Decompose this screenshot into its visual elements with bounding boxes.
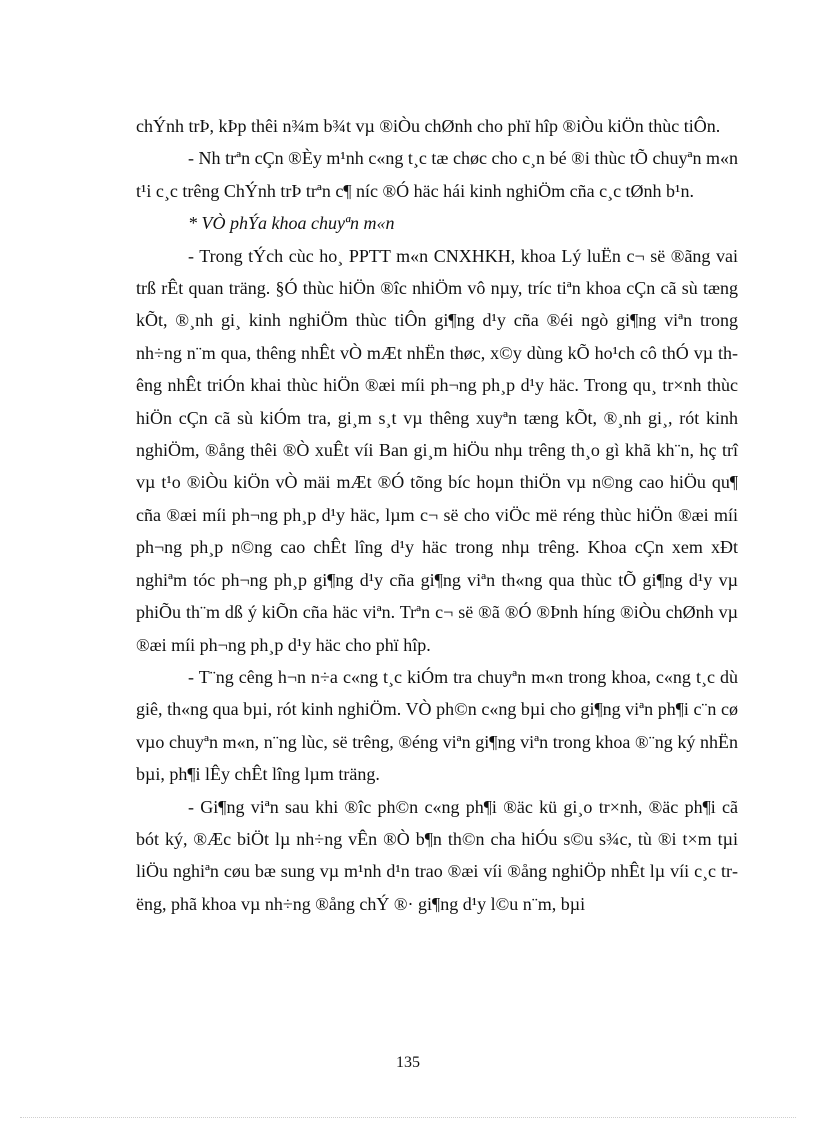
paragraph-continuation: chÝnh trÞ, kÞp thêi n¾m b¾t vµ ®iÒu chØnh cho phï hîp ®iÒu kiÖn thùc tiÔn. (136, 116, 721, 136)
paragraph-field-trip: - Nh trªn cÇn ®Èy m¹nh c«ng t¸c tæ chøc cho c¸n bé ®i thùc tÕ chuyªn m«n t¹i c¸c trêng ChÝnh trÞ trªn c¶ níc ®Ó häc hái kinh nghiÖm cña c¸c tØnh b¹n. (136, 148, 738, 201)
section-heading: * VÒ phÝa khoa chuyªn m«n (188, 213, 395, 234)
paragraph-lecturer-prep: - Gi¶ng viªn sau khi ®îc ph©n c«ng ph¶i ®äc kü gi¸o tr×nh, ®äc ph¶i cã bót ký, ®Æc biÖt lµ nh÷ng vÊn ®Ò b¶n th©n cha hiÓu s©u s¾c, tù ®i t×m tµi liÖu nghiªn cøu bæ sung vµ m¹nh d¹n trao ®æi víi ®ång nghiÖp nhÊt lµ víi c¸c trëng, phã khoa vµ nh÷ng ®ång chÝ ®· gi¶ng d¹y l©u n¨m, bµi (136, 796, 738, 914)
page-number: 135 (396, 1054, 420, 1071)
paragraph-faculty-role: - Trong tÝch cùc ho¸ PPTT m«n CNXHKH, khoa Lý luËn c¬ së ®ãng vai trß rÊt quan träng. §Ó thùc hiÖn ®îc nhiÖm vô nµy, tríc tiªn khoa cÇn cã sù tæng kÕt, ®¸nh gi¸ kinh nghiÖm thùc tiÔn gi¶ng d¹y cña ®éi ngò gi¶ng viªn trong nh÷ng n¨m qua, thêng nhÊt vÒ mÆt nhËn thøc, x©y dùng kÕ ho¹ch cô thÓ vµ thêng nhÊt triÓn khai thùc hiÖn ®æi míi ph¬ng ph¸p d¹y häc. Trong qu¸ tr×nh thùc hiÖn cÇn cã sù kiÓm tra, gi¸m s¸t vµ thêng xuyªn tæng kÕt, ®¸nh gi¸, rót kinh nghiÖm, ®ång thêi ®Ò xuÊt víi Ban gi¸m hiÖu nhµ trêng th¸o gì khã kh¨n, hç trî vµ t¹o ®iÒu kiÖn vÒ mäi mÆt ®Ó tõng bíc hoµn thiÖn vµ n©ng cao hiÖu qu¶ cña ®æi míi ph¬ng ph¸p d¹y häc, lµm c¬ së cho viÖc më réng thùc hiÖn ®æi míi ph¬ng ph¸p n©ng cao chÊt lîng d¹y häc trong nhµ trêng. Khoa cÇn xem xÐt nghiªm tóc ph¬ng ph¸p gi¶ng d¹y cña gi¶ng viªn th«ng qua thùc tÕ gi¶ng d¹y vµ phiÕu th¨m dß ý kiÕn cña häc viªn. Trªn c¬ së ®ã ®Ó ®Þnh híng ®iÒu chØnh vµ ®æi míi ph¬ng ph¸p d¹y häc cho phï hîp. (136, 245, 738, 655)
body-text (136, 110, 738, 920)
paragraph-inspection: - T¨ng cêng h¬n n÷a c«ng t¸c kiÓm tra chuyªn m«n trong khoa, c«ng t¸c dù giê, th«ng qua bµi, rót kinh nghiÖm. VÒ ph©n c«ng bµi cho gi¶ng viªn ph¶i c¨n cø vµo chuyªn m«n, n¨ng lùc, së trêng, ®éng viªn gi¶ng viªn trong khoa ®¨ng ký nhËn bµi, ph¶i lÊy chÊt lîng lµm träng. (136, 666, 738, 785)
page-bottom-divider (20, 1117, 796, 1118)
